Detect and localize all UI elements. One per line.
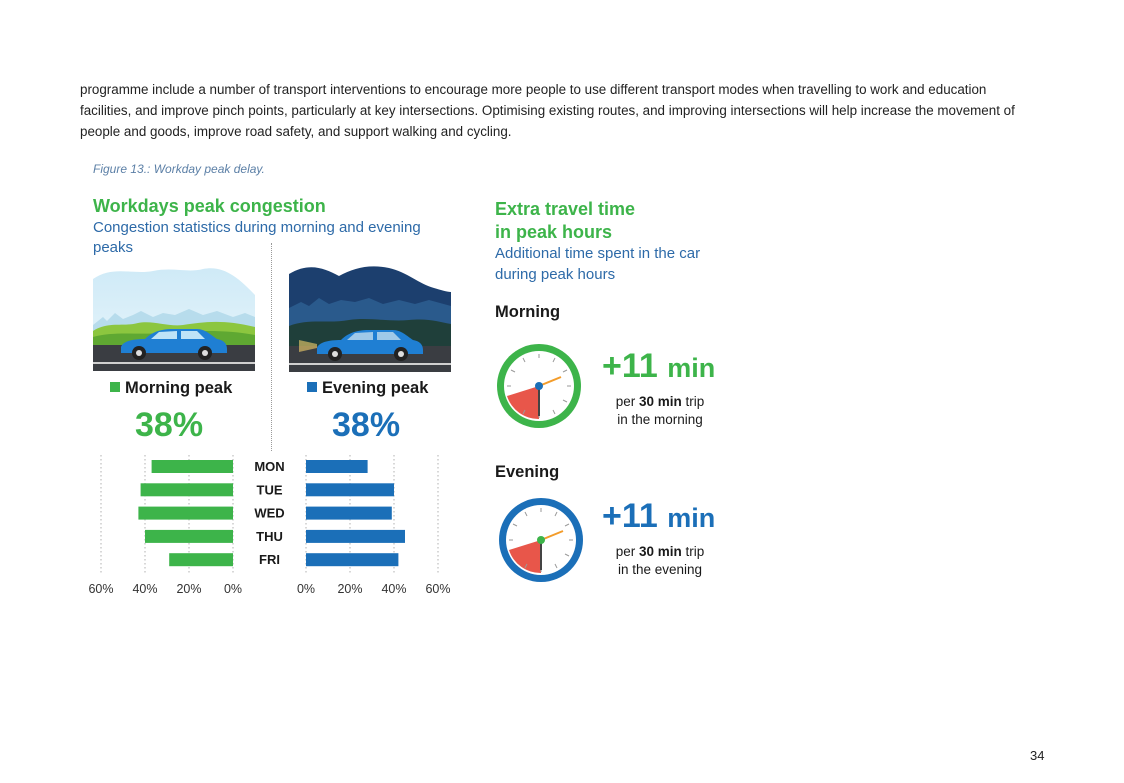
morning-30min: 30 min [638,394,682,409]
evening-trip: trip [685,544,705,559]
morning-clock-icon [494,340,584,432]
morning-bar-mon [152,460,233,473]
day-label-mon: MON [254,459,285,474]
right-panel-title-line1: Extra travel time [495,199,636,219]
morning-trip-note [600,393,720,429]
evening-peak-value: 38% [332,406,401,444]
left-axis-tick: 0% [223,582,243,596]
morning-stat-value: +11 [602,347,658,385]
right-panel-subtitle-line2: during peak hours [495,266,616,283]
morning-bar-fri [169,553,233,566]
evening-stat-unit: min [667,503,716,533]
morning-peak-label: Morning peak [125,379,233,397]
evening-bar-tue [306,483,394,496]
evening-stat-value: +11 [602,497,658,535]
morning-legend-swatch [110,382,120,392]
right-axis-tick: 20% [337,582,363,596]
morning-in-the-morning: in the morning [617,412,703,427]
page-number: 34 [1030,748,1045,763]
right-panel-title-line2: in peak hours [495,222,613,242]
morning-peak-legend [110,379,232,398]
morning-extra-time [602,347,715,386]
morning-per: per [615,394,636,409]
morning-scene-illustration [93,265,255,371]
evening-bar-fri [306,553,398,566]
evening-peak-label: Evening peak [322,379,429,397]
left-axis-tick: 60% [88,582,114,596]
day-label-tue: TUE [256,482,283,498]
day-label-thu: THU [256,528,283,544]
evening-in-the-evening: in the evening [617,562,703,577]
day-label-wed: WED [254,505,285,521]
left-panel-title: Workdays peak congestion [93,196,326,216]
morning-heading: Morning [495,303,561,321]
right-panel-subtitle-line1: Additional time spent in the car [495,245,701,262]
figure-caption: Figure 13.: Workday peak delay. [93,162,265,176]
left-panel-subtitle: Congestion statistics during morning and evening peaks [93,219,421,256]
evening-per: per [615,544,636,559]
evening-clock-icon [496,494,586,586]
panel-divider [271,243,272,451]
right-axis-tick: 60% [425,582,451,596]
evening-bar-wed [306,507,392,520]
evening-legend-swatch [307,382,317,392]
peak-delay-bar-chart [80,455,470,600]
evening-peak-legend [307,379,428,398]
body-paragraph: programme include a number of transport interventions to encourage more people to use different transport modes when travelling to work and education facilities, and improve pinch points, particularly at key intersections. Optimising existing routes, and improving intersections will help increase the movement of people and goods, improve road safety, and support walking and cycling. [80,82,1015,139]
morning-bar-thu [145,530,233,543]
evening-extra-time [602,497,715,536]
evening-scene-illustration [289,262,451,372]
right-axis-tick: 0% [296,582,316,596]
day-label-fri: FRI [259,552,280,568]
morning-bar-tue [141,483,233,496]
morning-bar-wed [138,507,233,520]
evening-bar-thu [306,530,405,543]
right-axis-tick: 40% [381,582,407,596]
evening-bar-mon [306,460,368,473]
morning-peak-value: 38% [135,406,204,444]
morning-stat-unit: min [667,353,716,383]
evening-30min: 30 min [638,544,682,559]
left-axis-tick: 20% [176,582,202,596]
left-axis-tick: 40% [132,582,158,596]
evening-trip-note [600,543,720,579]
evening-heading: Evening [495,463,560,481]
morning-trip: trip [685,394,705,409]
